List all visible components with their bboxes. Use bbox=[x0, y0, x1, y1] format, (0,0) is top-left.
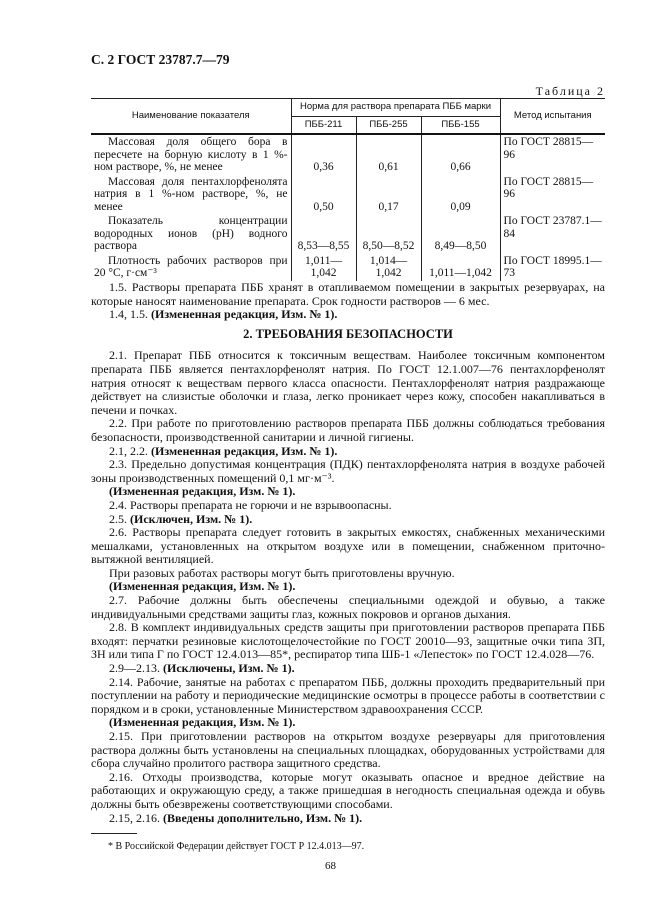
norm-value: 0,61 bbox=[356, 134, 421, 175]
paragraph bbox=[91, 513, 605, 527]
paragraph bbox=[91, 349, 605, 417]
indicator-name: Показатель концентрации водородных ионов (pH) водного раствора bbox=[94, 215, 288, 252]
test-method: По ГОСТ 23787.1—84 bbox=[500, 214, 605, 254]
table-row bbox=[91, 175, 605, 215]
test-method: По ГОСТ 28815—96 bbox=[500, 134, 605, 175]
amendment-note: (Исключены, Изм. № 1). bbox=[163, 661, 295, 676]
paragraph-text: 2.1, 2.2. bbox=[109, 443, 151, 458]
footnote-divider bbox=[91, 833, 137, 834]
paragraph bbox=[91, 580, 605, 594]
page-header: С. 2 ГОСТ 23787.7—79 bbox=[91, 52, 230, 67]
paragraph bbox=[91, 485, 605, 499]
paragraph-text: 2.16. Отходы производства, которые могут оказывать опасное и вредное действие на работающих и окружающую среду, а также пришедшая в негодность специальная одежда и обувь должны быть обезврежены соответствующими способами. bbox=[91, 769, 605, 811]
paragraph bbox=[91, 499, 605, 513]
norm-value: 1,011—1,042 bbox=[291, 254, 356, 281]
table-row bbox=[91, 134, 605, 175]
page-number: 68 bbox=[325, 860, 336, 872]
norm-value: 8,53—8,55 bbox=[291, 214, 356, 254]
amendment-note: (Измененная редакция, Изм. № 1). bbox=[151, 443, 338, 458]
test-method: По ГОСТ 28815—96 bbox=[500, 175, 605, 215]
grade-header: ПББ-155 bbox=[421, 116, 500, 134]
amendment-note: (Исключен, Изм. № 1). bbox=[130, 511, 253, 526]
table-caption: Таблица 2 bbox=[535, 84, 605, 98]
paragraph bbox=[91, 458, 605, 485]
paragraph bbox=[91, 445, 605, 459]
paragraph bbox=[91, 771, 605, 812]
amendment-note: (Измененная редакция, Изм. № 1). bbox=[109, 484, 296, 499]
paragraph bbox=[91, 676, 605, 717]
paragraph bbox=[91, 621, 605, 662]
paragraph-text: 2.15. При приготовлении растворов на открытом воздухе резервуары для приготовления раствора должны быть установлены на специальных площадках, оборудованных устройствами для сбора случайно пролитого раствора защитного средства. bbox=[91, 729, 605, 771]
norm-value: 0,50 bbox=[291, 175, 356, 215]
norm-value: 1,011—1,042 bbox=[421, 254, 500, 281]
paragraph bbox=[91, 281, 605, 308]
grade-header: ПББ-255 bbox=[356, 116, 421, 134]
paragraph-text: 2.6. Растворы препарата следует готовить в закрытых емкостях, снабженных механическими мешалками, установленных на открытом воздухе или в помещении, снабженном приточно-вытяжной вентиляцией. bbox=[91, 525, 605, 567]
norm-value: 8,49—8,50 bbox=[421, 214, 500, 254]
table-row bbox=[91, 214, 605, 254]
norm-value: 0,66 bbox=[421, 134, 500, 175]
properties-table bbox=[91, 98, 605, 281]
indicator-name: Массовая доля общего бора в пересчете на борную кислоту в 1 %-ном растворе, %, не менее bbox=[94, 136, 288, 173]
paragraph bbox=[91, 594, 605, 621]
paragraph bbox=[91, 662, 605, 676]
amendment-note: (Введены дополнительно, Изм. № 1). bbox=[163, 810, 363, 825]
paragraph-text: 2.8. В комплект индивидуальных средств защиты при приготовлении растворов препарата ПББ входят: перчатки резиновые кислотощелочестойкие по ГОСТ 20010—93, защитные очки типа ЗП, ЗН или типа Г по ГОСТ 12.4.013—85*, респиратор типа ШБ-1 «Лепесток» по ГОСТ 12.4.028—76. bbox=[91, 620, 605, 662]
paragraph-text: 2.14. Рабочие, занятые на работах с препаратом ПББ, должны проходить предварительный при поступлении на работу и периодические медицинские осмотры в процессе работы в соответствии с порядком и в сроки, установленные Министерством здравоохранения СССР. bbox=[91, 674, 605, 716]
paragraph-text: 2.4. Растворы препарата не горючи и не взрывоопасны. bbox=[109, 497, 392, 512]
paragraph bbox=[91, 716, 605, 730]
paragraph bbox=[91, 567, 605, 581]
paragraph-text: При разовых работах растворы могут быть приготовлены вручную. bbox=[109, 565, 455, 580]
norm-value: 0,17 bbox=[356, 175, 421, 215]
norm-value: 8,50—8,52 bbox=[356, 214, 421, 254]
amendment-note: (Измененная редакция, Изм. № 1). bbox=[109, 579, 296, 594]
section-title: 2. ТРЕБОВАНИЯ БЕЗОПАСНОСТИ bbox=[243, 326, 453, 341]
paragraph-text: 1.5. Растворы препарата ПББ хранят в отапливаемом помещении в закрытых резервуарах, на которые наносят наименование препарата. Срок годности растворов — 6 мес. bbox=[91, 280, 605, 308]
amendment-note: (Измененная редакция, Изм. № 1). bbox=[109, 715, 296, 730]
paragraph bbox=[91, 417, 605, 444]
paragraph-text: 2.1. Препарат ПББ относится к токсичным веществам. Наиболее токсичным компонентом препарата ПББ является пентахлорфенолят натрия. По ГОСТ 12.1.007—76 пентахлорфенолят натрия относят к веществам первого класса опасности. Пентахлорфенолят натрия раздражающе действует на слизистые оболочки и глаза, легко проникает через кожу, способен накапливаться в печени и почках. bbox=[91, 348, 605, 417]
paragraph-text: 2.2. При работе по приготовлению растворов препарата ПББ должны соблюдаться требования безопасности, производственной санитарии и личной гигиены. bbox=[91, 416, 605, 444]
column-header-norm: Норма для раствора препарата ПББ марки bbox=[291, 99, 500, 117]
column-header-method: Метод испытания bbox=[500, 99, 605, 135]
paragraph-text: 2.3. Предельно допустимая концентрация (ПДК) пентахлорфенолята натрия в воздухе рабочей зоны производственных помещений 0,1 мг·м⁻³. bbox=[91, 457, 605, 485]
norm-value: 0,36 bbox=[291, 134, 356, 175]
indicator-name: Плотность рабочих растворов при 20 °С, г·см⁻³ bbox=[94, 254, 288, 279]
table-row bbox=[91, 254, 605, 281]
norm-value: 1,014—1,042 bbox=[356, 254, 421, 281]
paragraph bbox=[91, 812, 605, 826]
paragraph-text: 2.15, 2.16. bbox=[109, 810, 163, 825]
amendment-note: (Измененная редакция, Изм. № 1). bbox=[151, 307, 338, 322]
column-header-name: Наименование показателя bbox=[91, 99, 291, 135]
body-text bbox=[91, 281, 605, 825]
grade-header: ПББ-211 bbox=[291, 116, 356, 134]
paragraph-text: 2.5. bbox=[109, 511, 130, 526]
paragraph bbox=[91, 308, 605, 322]
indicator-name: Массовая доля пентахлорфенолята натрия в 1 %-ном растворе, %, не менее bbox=[94, 175, 288, 213]
paragraph-text: 1.4, 1.5. bbox=[109, 307, 151, 322]
paragraph bbox=[91, 730, 605, 771]
test-method: По ГОСТ 18995.1—73 bbox=[500, 254, 605, 281]
paragraph bbox=[91, 526, 605, 567]
footnote: * В Российской Федерации действует ГОСТ Р 12.4.013—97. bbox=[108, 841, 365, 852]
norm-value: 0,09 bbox=[421, 175, 500, 215]
paragraph-text: 2.9—2.13. bbox=[109, 661, 163, 676]
paragraph-text: 2.7. Рабочие должны быть обеспечены специальными одеждой и обувью, а также индивидуальными средствами защиты глаз, кожных покровов и органов дыхания. bbox=[91, 593, 605, 621]
